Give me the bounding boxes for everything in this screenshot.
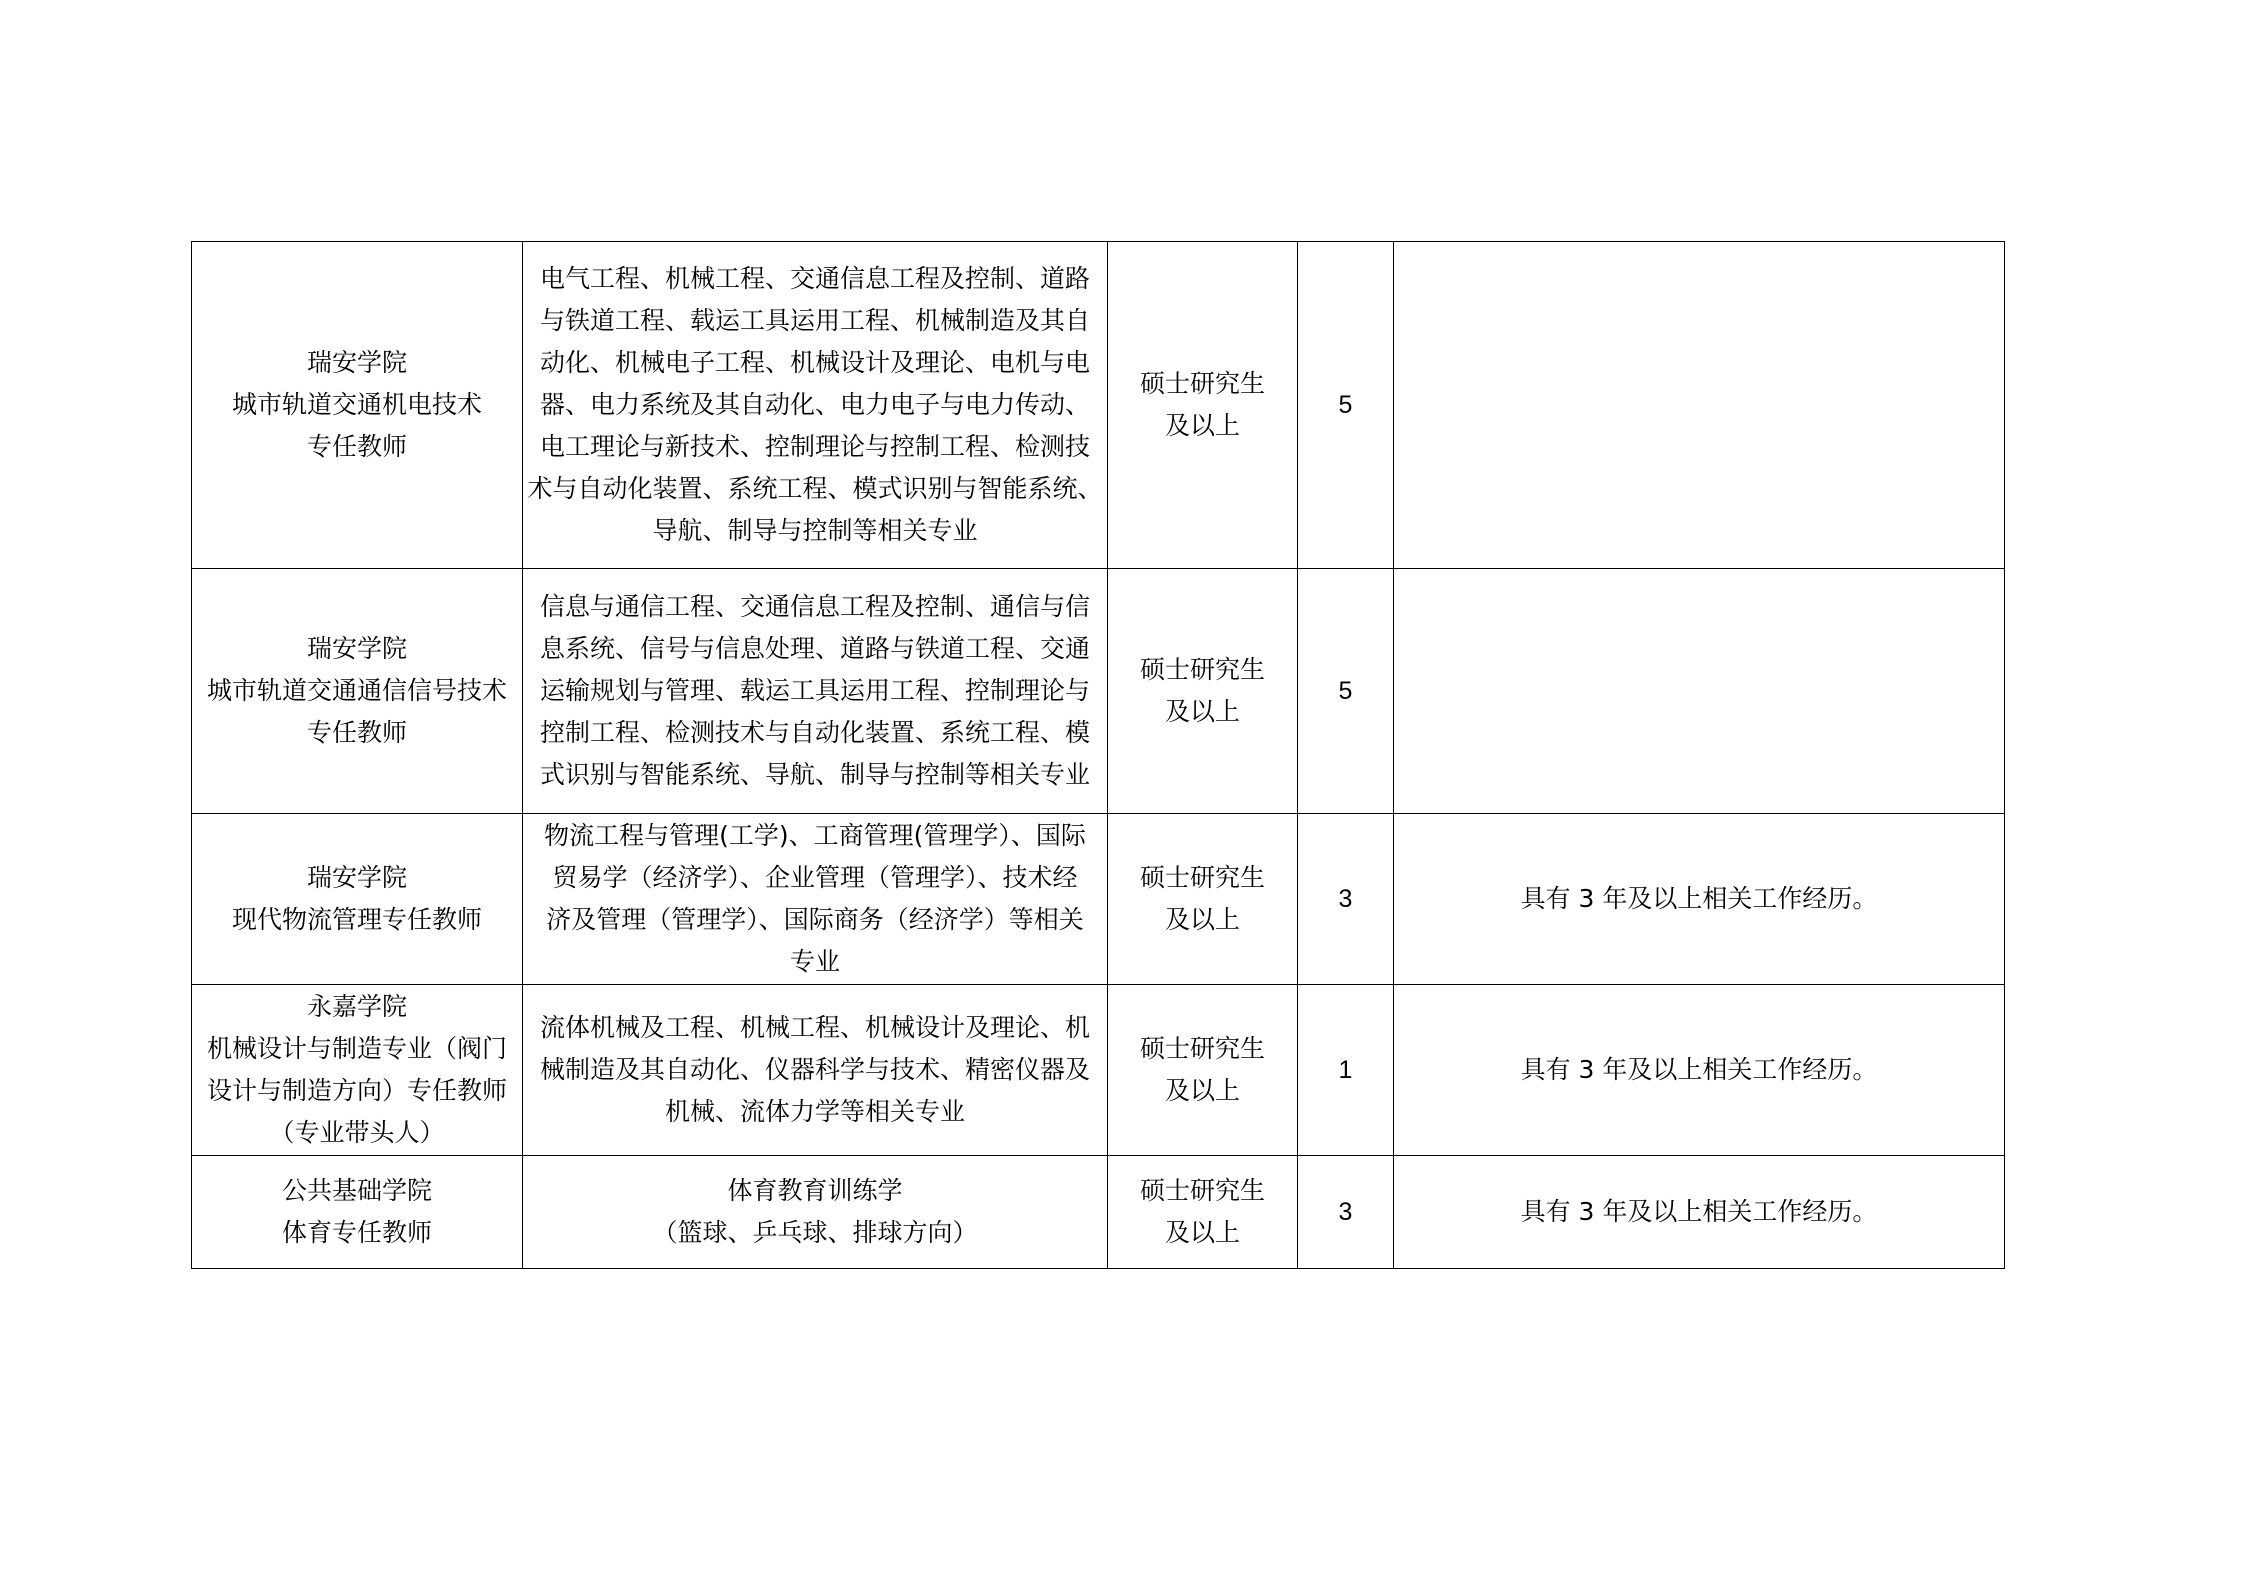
note-cell [1394, 242, 2005, 569]
position-cell: 瑞安学院 城市轨道交通机电技术 专任教师 [192, 242, 523, 569]
majors-cell: 体育教育训练学 （篮球、乒乓球、排球方向） [523, 1156, 1108, 1269]
education-cell: 硕士研究生 及以上 [1108, 814, 1298, 985]
table-row [192, 985, 2005, 1156]
education-cell: 硕士研究生 及以上 [1108, 1156, 1298, 1269]
note-cell: 具有 3 年及以上相关工作经历。 [1394, 985, 2005, 1156]
recruitment-table [191, 241, 2005, 1269]
table-row [192, 242, 2005, 569]
education-cell: 硕士研究生 及以上 [1108, 242, 1298, 569]
position-cell: 公共基础学院 体育专任教师 [192, 1156, 523, 1269]
majors-cell: 流体机械及工程、机械工程、机械设计及理论、机 械制造及其自动化、仪器科学与技术、精密仪器及 机械、流体力学等相关专业 [523, 985, 1108, 1156]
table-row [192, 569, 2005, 814]
position-cell: 瑞安学院 现代物流管理专任教师 [192, 814, 523, 985]
count-cell: 1 [1298, 985, 1394, 1156]
count-cell: 5 [1298, 569, 1394, 814]
table-row [192, 1156, 2005, 1269]
note-cell: 具有 3 年及以上相关工作经历。 [1394, 1156, 2005, 1269]
majors-cell: 物流工程与管理(工学)、工商管理(管理学）、国际 贸易学（经济学）、企业管理（管理学）、技术经 济及管理（管理学）、国际商务（经济学）等相关 专业 [523, 814, 1108, 985]
count-cell: 5 [1298, 242, 1394, 569]
majors-cell: 电气工程、机械工程、交通信息工程及控制、道路 与铁道工程、载运工具运用工程、机械制造及其自 动化、机械电子工程、机械设计及理论、电机与电 器、电力系统及其自动化、电力电子与电力传动、 电工理论与新技术、控制理论与控制工程、检测技 术与自动化装置、系统工程、模式识别与智能系统、 导航、制导与控制等相关专业 [523, 242, 1108, 569]
count-cell: 3 [1298, 1156, 1394, 1269]
count-cell: 3 [1298, 814, 1394, 985]
position-cell: 永嘉学院 机械设计与制造专业（阀门 设计与制造方向）专任教师 （专业带头人） [192, 985, 523, 1156]
majors-cell: 信息与通信工程、交通信息工程及控制、通信与信 息系统、信号与信息处理、道路与铁道工程、交通 运输规划与管理、载运工具运用工程、控制理论与 控制工程、检测技术与自动化装置、系统工程、模 式识别与智能系统、导航、制导与控制等相关专业 [523, 569, 1108, 814]
education-cell: 硕士研究生 及以上 [1108, 569, 1298, 814]
note-cell: 具有 3 年及以上相关工作经历。 [1394, 814, 2005, 985]
position-cell: 瑞安学院 城市轨道交通通信信号技术 专任教师 [192, 569, 523, 814]
note-cell [1394, 569, 2005, 814]
table-row [192, 814, 2005, 985]
education-cell: 硕士研究生 及以上 [1108, 985, 1298, 1156]
